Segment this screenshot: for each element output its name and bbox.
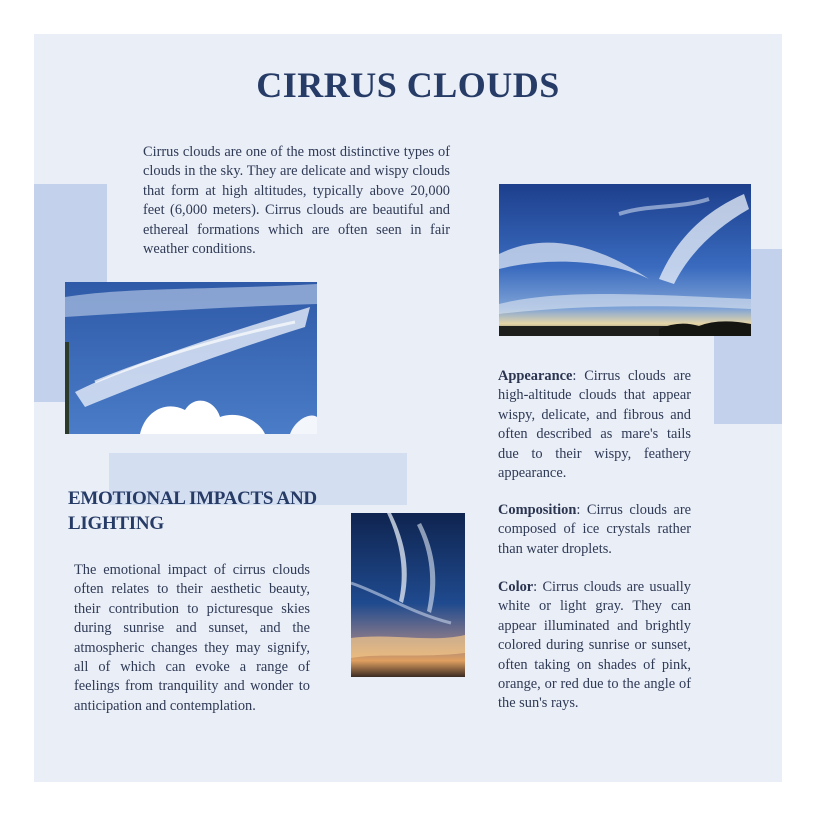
- feature-text: : Cirrus clouds are usually white or light gray. They can appear illuminated and brightly colored during sunrise or sunset, often taking on shades of pink, orange, or red due to the angle of the sun's rays.: [498, 579, 691, 712]
- feature-composition: [498, 501, 691, 559]
- cirrus-sunset-photo: [351, 513, 465, 677]
- feature-color: [498, 578, 691, 714]
- feature-text: : Cirrus clouds are composed of ice crystals rather than water droplets.: [498, 502, 691, 557]
- section-heading: EMOTIONAL IMPACTS AND LIGHTING: [68, 488, 317, 534]
- feature-appearance: [498, 367, 691, 483]
- feature-label: Color: [498, 579, 534, 595]
- cirrus-sky-photo: [499, 184, 751, 336]
- feature-label: Appearance: [498, 368, 573, 384]
- feature-label: Composition: [498, 502, 577, 518]
- intro-paragraph: Cirrus clouds are one of the most distinctive types of clouds in the sky. They are delicate and wispy clouds that form at high altitudes, typically above 20,000 feet (6,000 meters). Cirrus clouds are beautiful and ethereal formations which are often seen in fair weather conditions.: [143, 144, 450, 258]
- cirrus-feather-photo: [65, 282, 317, 434]
- feature-text: : Cirrus clouds are high-altitude clouds that appear wispy, delicate, and fibrous and often described as mare's tails due to their wispy, feathery appearance.: [498, 368, 691, 482]
- emotional-paragraph: The emotional impact of cirrus clouds often relates to their aesthetic beauty, their contribution to picturesque skies during sunrise and sunset, and the atmospheric changes they may signify, all of which can evoke a range of feelings from tranquility and wonder to anticipation and contemplation.: [74, 562, 310, 714]
- page-title: CIRRUS CLOUDS: [256, 65, 560, 105]
